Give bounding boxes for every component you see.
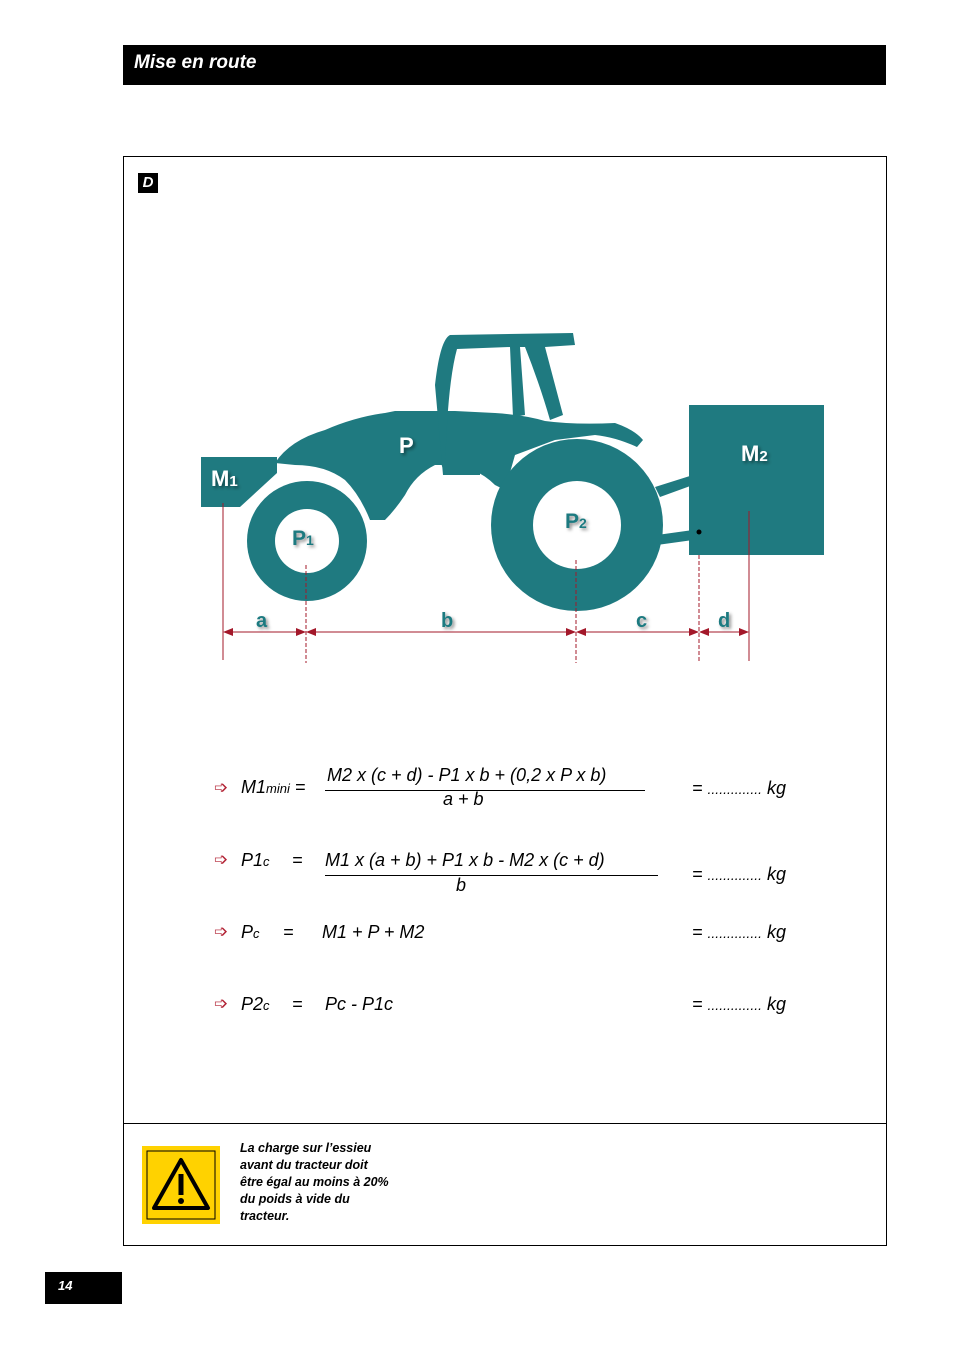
hitch-point-icon: [697, 530, 702, 535]
formula-denominator: b: [456, 875, 467, 895]
label-p2: P2: [565, 510, 587, 533]
formula-numerator: M2 x (c + d) - P1 x b + (0,2 x P x b): [327, 765, 607, 785]
formula-lhs: Pc: [241, 922, 260, 942]
formula-result: = .............. kg: [692, 994, 787, 1014]
fraction-line: [325, 875, 658, 876]
section-badge: D: [138, 173, 158, 193]
formula-lhs: P1c: [241, 850, 270, 870]
formula-denominator: a + b: [443, 789, 484, 809]
formula-expression: M1 + P + M2: [322, 922, 425, 942]
tractor-diagram: [195, 325, 835, 670]
arrow-icon: ➩: [214, 922, 229, 941]
formula-equals: =: [283, 922, 294, 942]
warning-note: La charge sur l’essieu avant du tracteur doit être égal au moins à 20% du poids à vide du tracteur.: [240, 1141, 389, 1223]
page-number-bar: [45, 1272, 122, 1304]
label-p1: P1: [292, 527, 314, 550]
formula-numerator: M1 x (a + b) + P1 x b - M2 x (c + d): [325, 850, 605, 870]
label-m1: M1: [211, 466, 238, 491]
arrow-icon: ➩: [214, 778, 229, 797]
frame-divider: [124, 1123, 886, 1124]
dimension-label-a: a: [256, 610, 268, 632]
dimension-label-c: c: [636, 610, 648, 632]
formula-result: = .............. kg: [692, 778, 787, 798]
formula-result: = .............. kg: [692, 922, 787, 942]
label-p: P: [399, 433, 414, 458]
dimension-label-d: d: [718, 610, 731, 632]
cab-base-shape: [440, 460, 480, 475]
header-bar: [123, 45, 886, 85]
formula-lhs: M1mini =: [241, 777, 306, 797]
page-number: 14: [58, 1278, 73, 1293]
content-frame: [123, 156, 887, 1246]
hitch-arm-upper: [655, 475, 693, 497]
rear-ballast-shape: [689, 405, 824, 555]
arrow-icon: ➩: [214, 850, 229, 869]
dimension-label-b: b: [441, 610, 454, 632]
warning-triangle-icon: [142, 1146, 220, 1224]
arrow-icon: ➩: [214, 994, 229, 1013]
label-m2: M2: [741, 441, 768, 466]
formula-lhs: P2c: [241, 994, 270, 1014]
fraction-line: [325, 790, 645, 791]
formula-expression: Pc - P1c: [325, 994, 394, 1014]
page-title: Mise en route: [134, 52, 257, 73]
formula-equals: =: [292, 850, 303, 870]
formula-result: = .............. kg: [692, 864, 787, 884]
formula-equals: =: [292, 994, 303, 1014]
